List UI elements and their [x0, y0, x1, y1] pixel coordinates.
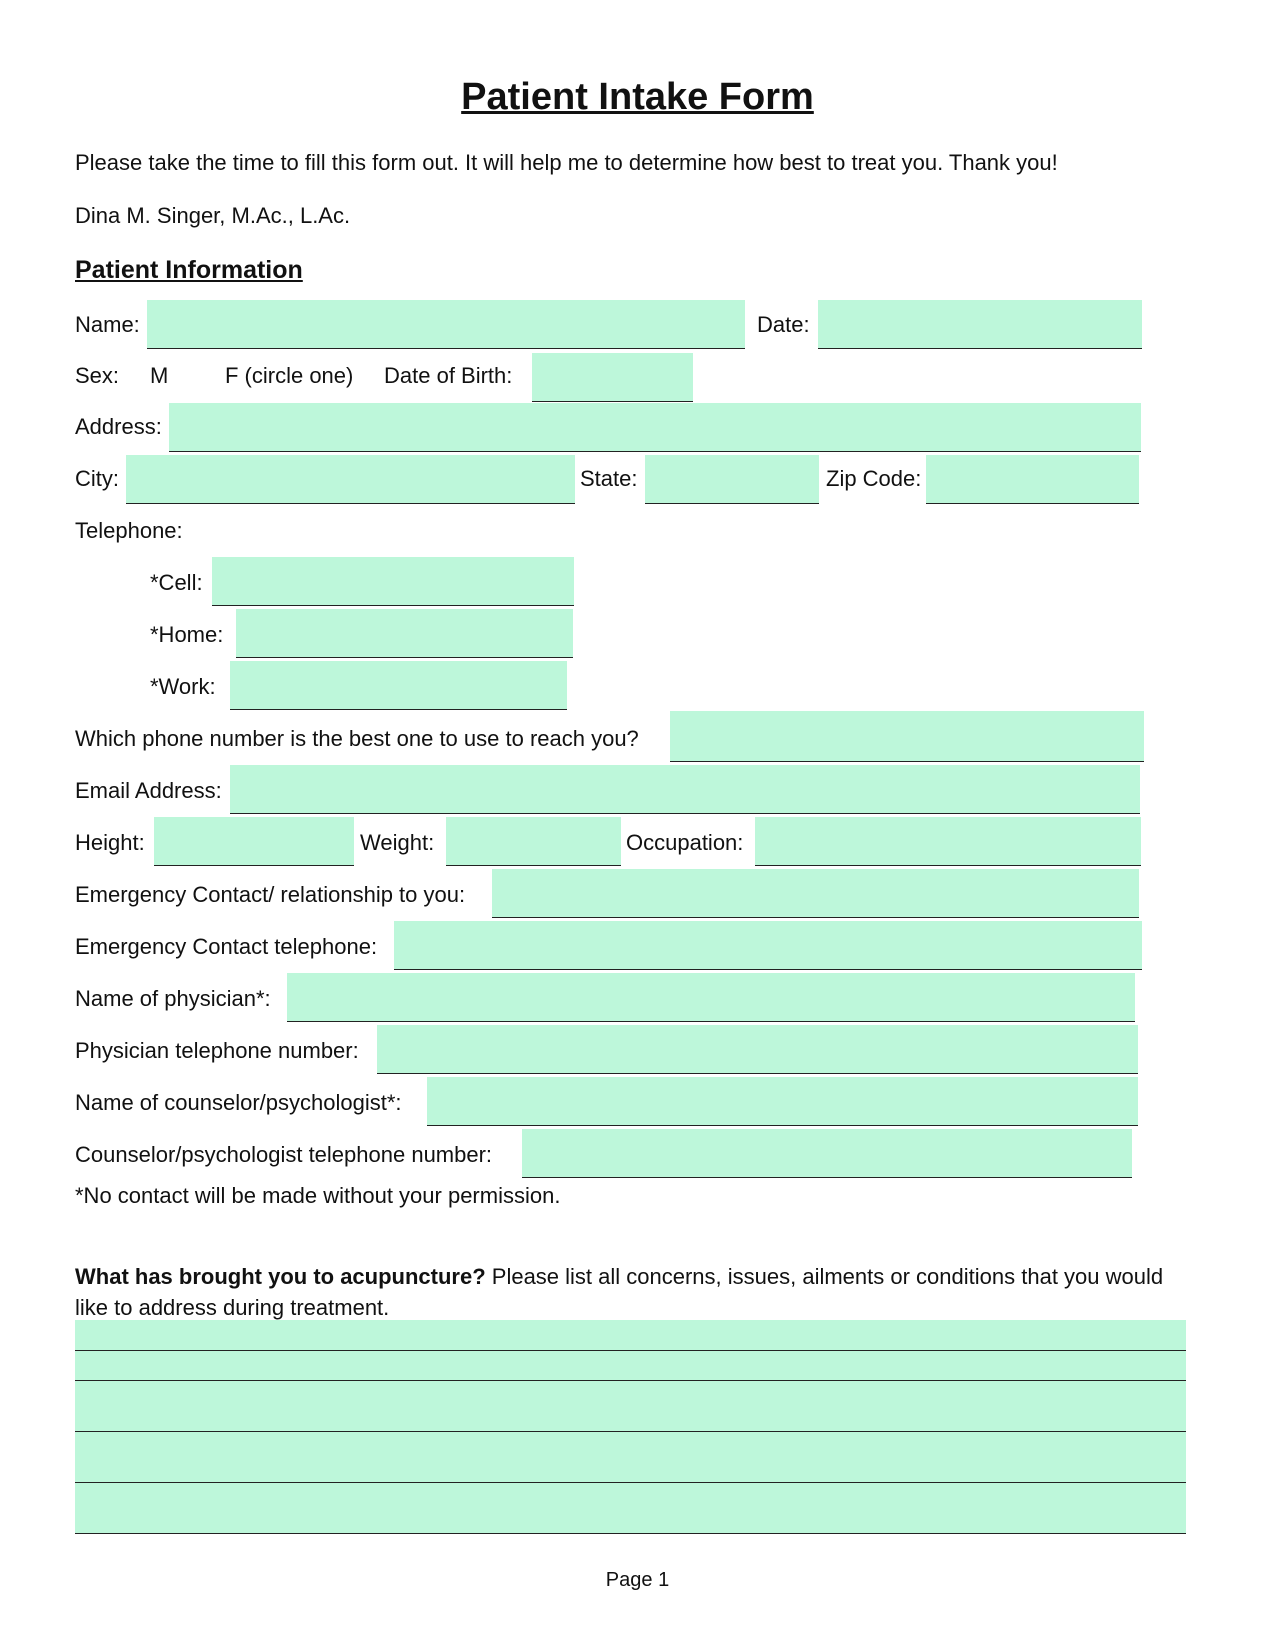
practitioner-name: Dina M. Singer, M.Ac., L.Ac.: [75, 203, 351, 228]
acupuncture-instructions-line2: like to address during treatment.: [75, 1295, 390, 1320]
emergency-phone-label: Emergency Contact telephone:: [75, 934, 378, 959]
name-field[interactable]: [147, 300, 745, 349]
weight-label: Weight:: [360, 830, 435, 855]
work-phone-field[interactable]: [230, 661, 567, 710]
physician-name-label: Name of physician*:: [75, 986, 271, 1011]
state-field[interactable]: [645, 455, 819, 504]
occupation-field[interactable]: [755, 817, 1141, 866]
dob-field[interactable]: [532, 353, 693, 402]
section-heading-patient-information: Patient Information: [75, 256, 303, 284]
concerns-line-3: [75, 1431, 1186, 1432]
best-phone-field[interactable]: [670, 711, 1144, 762]
counselor-phone-label: Counselor/psychologist telephone number:: [75, 1142, 493, 1167]
cell-label: *Cell:: [150, 570, 203, 595]
emergency-contact-label: Emergency Contact/ relationship to you:: [75, 882, 466, 907]
height-label: Height:: [75, 830, 145, 855]
physician-phone-label: Physician telephone number:: [75, 1038, 359, 1063]
weight-field[interactable]: [446, 817, 621, 866]
email-label: Email Address:: [75, 778, 222, 803]
page-number: Page 1: [605, 1569, 670, 1591]
name-label: Name:: [75, 312, 140, 337]
form-title: Patient Intake Form: [461, 76, 814, 118]
state-label: State:: [580, 466, 638, 491]
best-phone-label: Which phone number is the best one to use to reach you?: [75, 726, 639, 751]
work-label: *Work:: [150, 674, 216, 699]
concerns-line-1: [75, 1350, 1186, 1351]
date-label: Date:: [757, 312, 810, 337]
sex-option-m[interactable]: M: [150, 363, 169, 388]
counselor-name-label: Name of counselor/psychologist*:: [75, 1090, 402, 1115]
counselor-name-field[interactable]: [427, 1077, 1138, 1126]
intro-text: Please take the time to fill this form out. It will help me to determine how best to treat you. Thank you!: [75, 150, 1058, 175]
no-contact-note: *No contact will be made without your permission.: [75, 1183, 561, 1208]
sex-label: Sex:: [75, 363, 120, 388]
zip-label: Zip Code:: [826, 466, 922, 491]
cell-phone-field[interactable]: [212, 557, 574, 606]
acupuncture-question-bold: What has brought you to acupuncture?: [75, 1264, 486, 1289]
concerns-line-2: [75, 1380, 1186, 1381]
sex-option-f[interactable]: F (circle one): [225, 363, 354, 388]
home-phone-field[interactable]: [236, 609, 573, 658]
address-field[interactable]: [169, 403, 1141, 452]
address-label: Address:: [75, 414, 162, 439]
emergency-contact-field[interactable]: [492, 869, 1139, 918]
home-label: *Home:: [150, 622, 224, 647]
zip-field[interactable]: [926, 455, 1139, 504]
date-field[interactable]: [818, 300, 1142, 349]
concerns-line-5: [75, 1533, 1186, 1534]
city-field[interactable]: [126, 455, 575, 504]
emergency-phone-field[interactable]: [394, 921, 1142, 970]
concerns-textarea[interactable]: [75, 1320, 1186, 1534]
city-label: City:: [75, 466, 119, 491]
telephone-label: Telephone:: [75, 518, 183, 543]
physician-phone-field[interactable]: [377, 1025, 1138, 1074]
acupuncture-instructions: Please list all concerns, issues, ailments or conditions that you would: [485, 1264, 1164, 1289]
dob-label: Date of Birth:: [384, 363, 513, 388]
height-field[interactable]: [154, 817, 354, 866]
concerns-line-4: [75, 1482, 1186, 1483]
acupuncture-question: [75, 1264, 1163, 1290]
counselor-phone-field[interactable]: [522, 1129, 1132, 1178]
occupation-label: Occupation:: [626, 830, 744, 855]
physician-name-field[interactable]: [287, 973, 1135, 1022]
email-field[interactable]: [230, 765, 1140, 814]
